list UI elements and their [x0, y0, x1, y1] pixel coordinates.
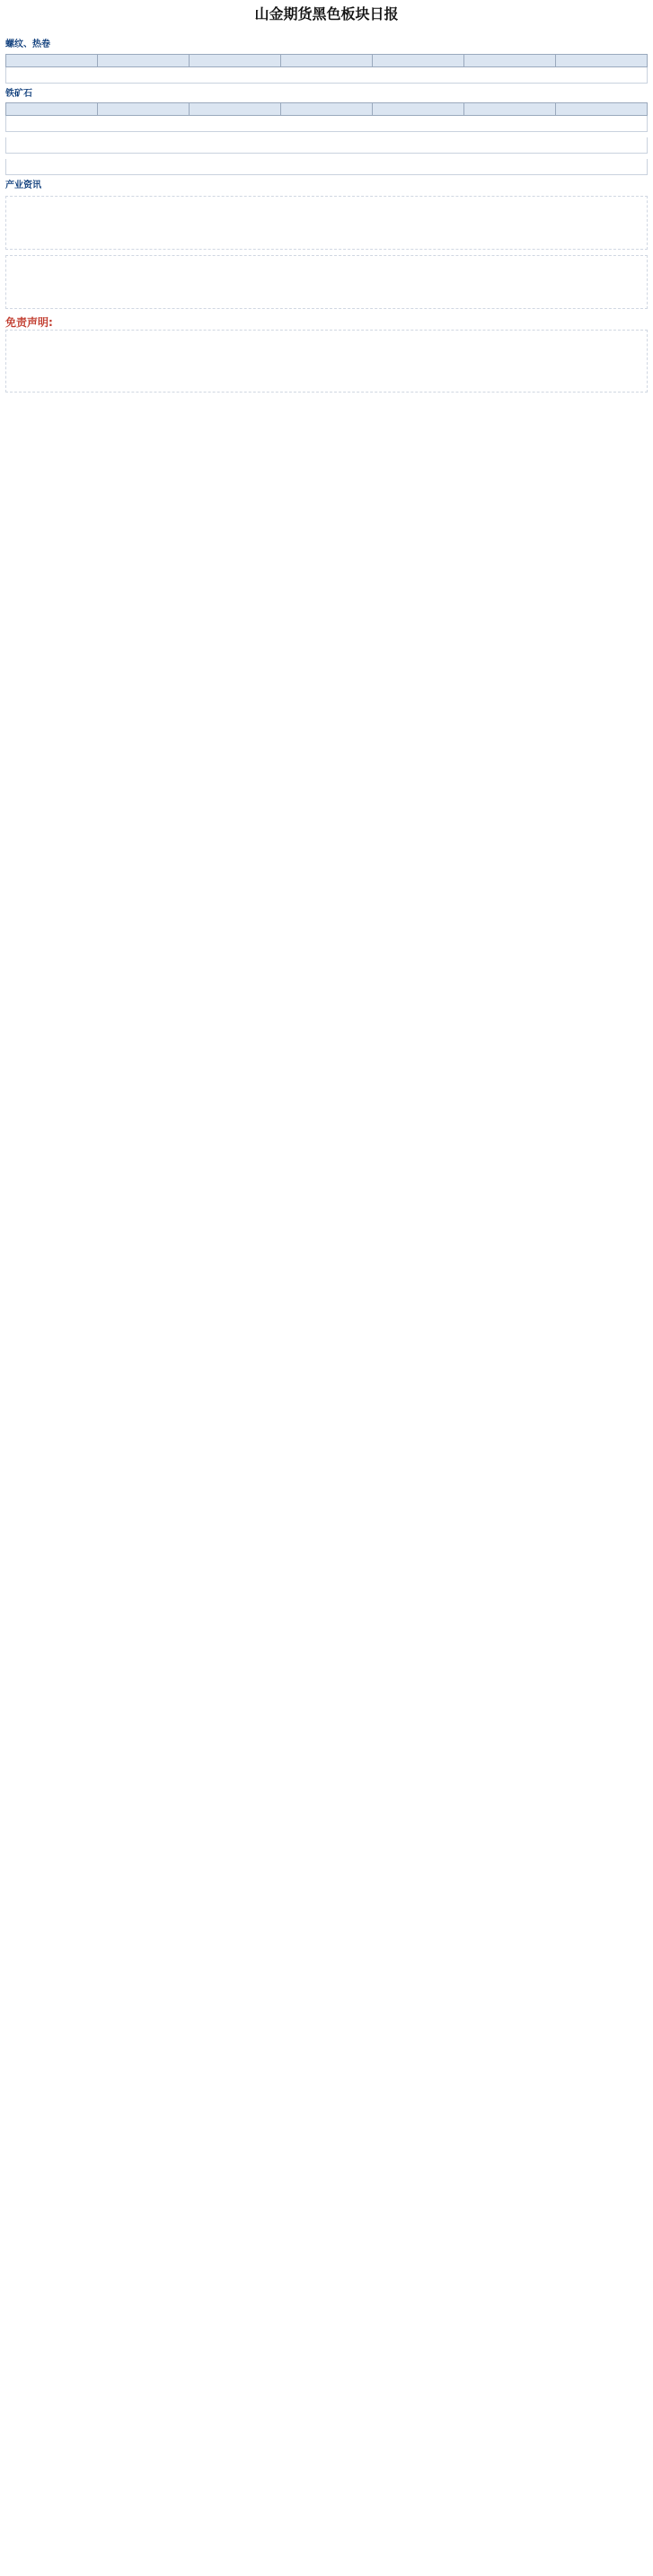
table-header-row: [6, 54, 648, 66]
table-body-placeholder: [5, 116, 648, 132]
table-header-row: [6, 103, 648, 116]
page-title: 山金期货黑色板块日报: [254, 5, 399, 22]
panel-body-placeholder: [5, 137, 648, 154]
section-title: 螺纹、热卷: [5, 40, 50, 49]
col-header: [190, 54, 281, 66]
col-header: [556, 103, 648, 116]
col-header: [6, 54, 98, 66]
industry-news-body: [5, 196, 648, 250]
iron-ore-table: [5, 102, 648, 116]
col-header: [464, 54, 556, 66]
rebar-coil-table: [5, 54, 648, 67]
panel-ore-port-dce: [5, 159, 648, 175]
col-header: [98, 54, 190, 66]
contact-placeholder: [5, 255, 648, 309]
industry-news-title: 产业资讯: [5, 181, 41, 190]
section-title: 铁矿石: [5, 88, 32, 99]
disclaimer-title: 免责声明:: [5, 315, 53, 329]
col-header: [190, 103, 281, 116]
col-header: [98, 103, 190, 116]
col-header: [6, 103, 98, 116]
disclaimer-body: [5, 330, 648, 393]
news-placeholder: [5, 196, 648, 250]
section-iron-ore: [5, 89, 648, 133]
panel-ore-port-prices: [5, 137, 648, 154]
col-header: [464, 103, 556, 116]
col-header: [281, 54, 373, 66]
panel-body-placeholder: [5, 159, 648, 175]
col-header: [373, 103, 464, 116]
update-time: [5, 23, 648, 34]
contact-block: [5, 255, 648, 309]
daily-report-page: [0, 0, 653, 403]
col-header: [373, 54, 464, 66]
section-rebar-coil: [5, 40, 648, 84]
col-header: [281, 103, 373, 116]
col-header: [556, 54, 648, 66]
table-body-placeholder: [5, 67, 648, 84]
disclaimer-placeholder: [5, 330, 648, 393]
